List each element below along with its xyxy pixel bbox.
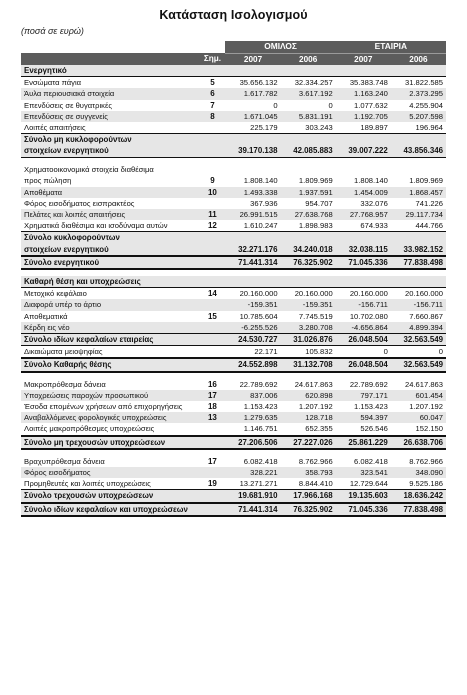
note-cell xyxy=(199,346,225,359)
note-cell xyxy=(199,299,225,310)
spacer-cell xyxy=(225,449,280,456)
spacer-cell xyxy=(21,157,199,164)
value-cell: 33.982.152 xyxy=(391,244,446,256)
value-cell: 32.563.549 xyxy=(391,333,446,345)
line-item-row xyxy=(21,390,446,401)
line-item-row xyxy=(21,467,446,478)
value-cell: 76.325.902 xyxy=(281,256,336,269)
value-cell: 332.076 xyxy=(360,198,388,208)
row-label: Λοιπές μακροπρόθεσμες υποχρεώσεις xyxy=(24,424,155,434)
value-cell: 32.271.176 xyxy=(225,244,280,256)
value-cell: 29.117.734 xyxy=(391,209,446,220)
line-item-row xyxy=(21,187,446,198)
row-label: Αποθέματα xyxy=(21,187,199,198)
spacer-row xyxy=(21,372,446,379)
value-cell: 35.383.748 xyxy=(349,78,388,88)
grand-total-row xyxy=(21,436,446,449)
value-cell: 594.397 xyxy=(336,412,391,423)
blank-cell xyxy=(225,134,280,146)
note-cell: 11 xyxy=(199,209,225,220)
value-cell: 71.441.314 xyxy=(225,503,280,516)
blank-cell xyxy=(281,232,336,244)
value-cell: 1.671.045 xyxy=(225,111,280,122)
note-cell: 13 xyxy=(199,412,225,423)
value-cell: 2.373.295 xyxy=(391,88,446,99)
value-cell: 3.280.708 xyxy=(281,322,336,334)
line-item-row xyxy=(21,288,446,300)
note-cell xyxy=(199,333,225,345)
note-cell: 17 xyxy=(207,456,217,466)
total-row xyxy=(21,232,446,244)
value-cell: -156.711 xyxy=(391,299,446,310)
value-cell: 1.809.969 xyxy=(298,176,333,186)
value-cell: 22.171 xyxy=(254,347,278,357)
row-label: Χρηματικά διαθέσιμα και ισοδύναμα αυτών xyxy=(24,221,168,231)
value-cell: 8.762.966 xyxy=(409,456,443,466)
value-cell: 620.898 xyxy=(281,390,336,401)
line-item-row xyxy=(21,198,446,209)
line-item-row xyxy=(21,322,446,334)
line-item-row xyxy=(21,379,446,390)
value-cell: 1.493.338 xyxy=(225,187,280,198)
value-cell: -4.656.864 xyxy=(336,322,391,334)
value-cell: 31.132.708 xyxy=(281,358,336,371)
value-cell: 34.240.018 xyxy=(281,244,336,256)
value-cell: 31.026.876 xyxy=(281,333,336,345)
value-cell: 12.729.644 xyxy=(349,479,388,489)
value-cell: 27.227.026 xyxy=(281,436,336,449)
line-item-row xyxy=(21,220,446,232)
section-header-row xyxy=(21,276,446,288)
row-label: Έσοδα επομένων χρήσεων από επιχορηγήσεις xyxy=(24,401,183,411)
value-cell: -159.351 xyxy=(225,299,280,310)
value-cell: -156.711 xyxy=(336,299,391,310)
note-cell: 15 xyxy=(207,311,217,321)
row-label: Επενδύσεις σε θυγατρικές xyxy=(24,100,112,110)
spacer-cell xyxy=(281,372,336,379)
value-cell: 18.636.242 xyxy=(391,490,446,503)
year-header: 2007 xyxy=(225,53,280,65)
value-cell: 1.163.240 xyxy=(336,88,391,99)
note-cell xyxy=(199,423,225,435)
row-label: Αναβαλλόμενες φορολογικές υποχρεώσεις xyxy=(21,412,199,423)
note-cell xyxy=(199,244,225,256)
grand-total-row xyxy=(21,358,446,371)
spacer-cell xyxy=(21,269,199,276)
line-item-row xyxy=(21,88,446,99)
value-cell: 4.255.904 xyxy=(409,100,443,110)
note-cell: 6 xyxy=(199,88,225,99)
row-label: Λοιπές απαιτήσεις xyxy=(24,123,86,133)
section-title: Ενεργητικό xyxy=(21,65,446,77)
value-cell: 674.933 xyxy=(360,221,388,231)
note-cell xyxy=(199,436,225,449)
line-item-row xyxy=(21,423,446,435)
value-cell: 25.861.229 xyxy=(336,436,391,449)
row-label: Προμηθευτές και λοιπές υποχρεώσεις xyxy=(24,479,151,489)
value-cell: 225.179 xyxy=(250,123,278,133)
value-cell: 22.789.692 xyxy=(349,379,388,389)
value-cell: 22.789.692 xyxy=(239,379,278,389)
value-cell: 71.045.336 xyxy=(336,503,391,516)
value-cell: 1.898.983 xyxy=(298,221,333,231)
blank-cell xyxy=(336,164,391,175)
value-cell: 1.146.751 xyxy=(243,424,278,434)
subtotal-row xyxy=(21,490,446,503)
value-cell: 71.441.314 xyxy=(225,256,280,269)
value-cell: 1.192.705 xyxy=(336,111,391,122)
row-label: Πελάτες και λοιπές απαιτήσεις xyxy=(21,209,199,220)
value-cell: 1.153.423 xyxy=(354,401,388,411)
value-cell: -6.255.526 xyxy=(225,322,280,334)
value-cell: 27.206.506 xyxy=(225,436,280,449)
line-item-row xyxy=(21,111,446,122)
value-cell: 17.966.168 xyxy=(281,490,336,503)
row-label: Δικαιώματα μειοψηφίας xyxy=(24,347,103,357)
line-item-row xyxy=(21,175,446,186)
grand-total-row xyxy=(21,503,446,516)
value-cell: 797.171 xyxy=(336,390,391,401)
value-cell: 35.656.132 xyxy=(239,78,278,88)
row-label: Φόρος εισοδήματος xyxy=(21,467,199,478)
note-cell: 17 xyxy=(199,390,225,401)
value-cell: 303.243 xyxy=(305,123,333,133)
value-cell: 32.563.549 xyxy=(391,358,446,371)
statement-title: Κατάσταση Ισολογισμού xyxy=(159,8,308,22)
row-label: Σύνολο ενεργητικού xyxy=(21,256,199,269)
spacer-cell xyxy=(391,449,446,456)
line-item-row xyxy=(21,122,446,134)
value-cell: 837.006 xyxy=(225,390,280,401)
blank-cell xyxy=(391,134,446,146)
value-cell: 24.617.863 xyxy=(404,379,443,389)
company-column-header: ΕΤΑΙΡΙΑ xyxy=(336,41,446,53)
spacer-cell xyxy=(21,372,199,379)
value-cell: 24.552.898 xyxy=(225,358,280,371)
value-cell: 652.355 xyxy=(305,424,333,434)
row-label: Μακροπρόθεσμα δάνεια xyxy=(24,379,106,389)
value-cell: 32.038.115 xyxy=(336,244,391,256)
spacer-row xyxy=(21,449,446,456)
value-cell: 8.762.966 xyxy=(298,456,333,466)
value-cell: 26.048.504 xyxy=(336,358,391,371)
row-label: Σύνολο ιδίων κεφαλαίων εταιρείας xyxy=(21,333,199,345)
spacer-cell xyxy=(21,449,199,456)
value-cell: 601.454 xyxy=(391,390,446,401)
value-cell: 358.793 xyxy=(281,467,336,478)
row-label: Επενδύσεις σε συγγενείς xyxy=(21,111,199,122)
value-cell: 6.082.418 xyxy=(243,456,278,466)
currency-note: (ποσά σε ευρώ) xyxy=(21,26,84,36)
row-label: Σύνολο μη κυκλοφορούντων xyxy=(21,134,199,146)
value-cell: 10.785.604 xyxy=(239,311,278,321)
value-cell: 19.135.603 xyxy=(336,490,391,503)
spacer-row xyxy=(21,157,446,164)
blank-cell xyxy=(336,232,391,244)
row-label: Διαφορά υπέρ το άρτιο xyxy=(21,299,199,310)
value-cell: 43.856.346 xyxy=(391,145,446,157)
value-cell: 6.082.418 xyxy=(354,456,388,466)
value-cell: 444.766 xyxy=(415,221,443,231)
spacer-cell xyxy=(199,157,225,164)
line-item-row xyxy=(21,412,446,423)
value-cell: 1.808.140 xyxy=(243,176,278,186)
blank-cell xyxy=(225,232,280,244)
note-cell: 14 xyxy=(207,289,217,299)
value-cell: 10.702.080 xyxy=(349,311,388,321)
line-item-row xyxy=(21,478,446,490)
balance-sheet-table xyxy=(21,41,446,517)
blank-cell xyxy=(281,134,336,146)
group-column-header: ΟΜΙΛΟΣ xyxy=(225,41,335,53)
blank-cell xyxy=(281,164,336,175)
total-row xyxy=(21,145,446,157)
row-label: Κέρδη εις νέο xyxy=(21,322,199,334)
year-header: 2006 xyxy=(281,53,336,65)
spacer-cell xyxy=(225,157,280,164)
value-cell: 71.045.336 xyxy=(336,256,391,269)
note-cell xyxy=(199,122,225,134)
spacer-cell xyxy=(225,269,280,276)
blank-cell xyxy=(391,232,446,244)
value-cell: 954.707 xyxy=(305,198,333,208)
note-cell: 7 xyxy=(210,100,215,110)
blank-cell xyxy=(199,134,225,146)
spacer-cell xyxy=(391,372,446,379)
year-header: 2006 xyxy=(391,53,446,65)
value-cell: 31.822.585 xyxy=(404,78,443,88)
spacer-cell xyxy=(336,372,391,379)
value-cell: 0 xyxy=(273,100,278,110)
value-cell: 1.153.423 xyxy=(243,401,278,411)
row-label: Χρηματοοικονομικά στοιχεία διαθέσιμα xyxy=(24,165,154,175)
value-cell: 1.279.635 xyxy=(225,412,280,423)
note-cell xyxy=(199,198,225,209)
value-cell: 1.617.782 xyxy=(225,88,280,99)
line-item-row xyxy=(21,311,446,322)
blank-cell xyxy=(391,164,446,175)
row-label: Αποθεματικά xyxy=(24,311,68,321)
row-label: Ενσώματα πάγια xyxy=(24,78,82,88)
row-label: Σύνολο κυκλοφορούντων xyxy=(21,232,199,244)
line-item-row xyxy=(21,401,446,412)
row-label: Άυλα περιουσιακά στοιχεία xyxy=(21,88,199,99)
note-cell: 18 xyxy=(207,401,217,411)
subtotal-row xyxy=(21,333,446,345)
header-blank xyxy=(199,41,225,53)
value-cell: 1.868.457 xyxy=(391,187,446,198)
spacer-row xyxy=(21,269,446,276)
value-cell: 77.838.498 xyxy=(391,503,446,516)
value-cell: 189.897 xyxy=(360,123,388,133)
value-cell: 13.271.271 xyxy=(239,479,278,489)
value-cell: 526.546 xyxy=(360,424,388,434)
value-cell: 42.085.883 xyxy=(281,145,336,157)
row-label: Φόρος εισοδήματος εισπρακτέος xyxy=(24,198,135,208)
row-label: στοιχείων ενεργητικού xyxy=(21,244,199,256)
value-cell: 9.525.186 xyxy=(409,479,443,489)
value-cell: 77.838.498 xyxy=(391,256,446,269)
value-cell: 1.207.192 xyxy=(409,401,443,411)
line-item-row xyxy=(21,77,446,89)
value-cell: 348.090 xyxy=(391,467,446,478)
value-cell: 24.617.863 xyxy=(294,379,333,389)
note-cell: 16 xyxy=(207,379,217,389)
line-item-row xyxy=(21,100,446,111)
row-label: Σύνολο μη τρεχουσών υποχρεώσεων xyxy=(21,436,199,449)
total-row xyxy=(21,244,446,256)
note-cell xyxy=(199,503,225,516)
value-cell: 0 xyxy=(438,347,443,357)
row-label: Σύνολο ιδίων κεφαλαίων και υποχρεώσεων xyxy=(21,503,199,516)
value-cell: 1.937.591 xyxy=(281,187,336,198)
line-item-row xyxy=(21,209,446,220)
note-cell: 12 xyxy=(207,221,217,231)
blank-cell xyxy=(199,164,225,175)
value-cell: 26.638.706 xyxy=(391,436,446,449)
spacer-cell xyxy=(391,157,446,164)
value-cell: 19.681.910 xyxy=(225,490,280,503)
row-label: στοιχείων ενεργητικού xyxy=(21,145,199,157)
value-cell: 1.610.247 xyxy=(243,221,278,231)
value-cell: 39.170.138 xyxy=(225,145,280,157)
value-cell: 3.617.192 xyxy=(281,88,336,99)
note-cell xyxy=(199,490,225,503)
value-cell: 5.831.191 xyxy=(281,111,336,122)
value-cell: 105.832 xyxy=(305,347,333,357)
spacer-cell xyxy=(199,372,225,379)
total-row xyxy=(21,134,446,146)
section-header-row xyxy=(21,65,446,77)
value-cell: 5.207.598 xyxy=(391,111,446,122)
spacer-cell xyxy=(281,269,336,276)
column-year-header xyxy=(21,53,446,65)
value-cell: 1.808.140 xyxy=(354,176,388,186)
section-title: Καθαρή θέση και υποχρεώσεις xyxy=(21,276,446,288)
value-cell: 741.226 xyxy=(415,198,443,208)
spacer-cell xyxy=(391,269,446,276)
row-label: Υποχρεώσεις παροχών προσωπικού xyxy=(21,390,199,401)
spacer-cell xyxy=(281,449,336,456)
spacer-cell xyxy=(281,157,336,164)
value-cell: 24.530.727 xyxy=(225,333,280,345)
note-cell: 8 xyxy=(199,111,225,122)
row-label: προς πώληση xyxy=(24,176,72,186)
value-cell: 1.207.192 xyxy=(298,401,333,411)
balance-sheet-body xyxy=(21,65,446,516)
spacer-cell xyxy=(199,449,225,456)
value-cell: 4.899.394 xyxy=(391,322,446,334)
header-label-cell xyxy=(21,53,199,65)
value-cell: 1.809.969 xyxy=(409,176,443,186)
note-cell xyxy=(199,467,225,478)
value-cell: -159.351 xyxy=(281,299,336,310)
value-cell: 20.160.000 xyxy=(349,289,388,299)
line-item-row xyxy=(21,346,446,359)
value-cell: 1.077.632 xyxy=(354,100,388,110)
spacer-cell xyxy=(336,269,391,276)
value-cell: 32.334.257 xyxy=(294,78,333,88)
line-item-row xyxy=(21,299,446,310)
note-cell xyxy=(199,358,225,371)
row-label: Μετοχικό κεφάλαιο xyxy=(24,289,87,299)
value-cell: 20.160.000 xyxy=(294,289,333,299)
value-cell: 128.718 xyxy=(281,412,336,423)
header-blank xyxy=(21,41,199,53)
blank-cell xyxy=(199,232,225,244)
value-cell: 7.660.867 xyxy=(409,311,443,321)
value-cell: 8.844.410 xyxy=(298,479,333,489)
note-column-header: Σημ. xyxy=(199,53,225,65)
value-cell: 1.454.009 xyxy=(336,187,391,198)
value-cell: 76.325.902 xyxy=(281,503,336,516)
row-label: Σύνολο τρεχουσών υποχρεώσεων xyxy=(21,490,199,503)
blank-cell xyxy=(225,164,280,175)
spacer-cell xyxy=(225,372,280,379)
value-cell: 26.991.515 xyxy=(225,209,280,220)
value-cell: 27.768.957 xyxy=(336,209,391,220)
row-label: Βραχυπρόθεσμα δάνεια xyxy=(24,456,105,466)
note-cell xyxy=(199,145,225,157)
year-header: 2007 xyxy=(336,53,391,65)
note-cell xyxy=(199,322,225,334)
line-item-row xyxy=(21,164,446,175)
value-cell: 0 xyxy=(328,100,333,110)
value-cell: 7.745.519 xyxy=(298,311,333,321)
value-cell: 367.936 xyxy=(250,198,278,208)
row-label: Σύνολο Καθαρής θέσης xyxy=(21,358,199,371)
value-cell: 39.007.222 xyxy=(336,145,391,157)
value-cell: 323.541 xyxy=(336,467,391,478)
spacer-cell xyxy=(199,269,225,276)
value-cell: 20.160.000 xyxy=(239,289,278,299)
value-cell: 26.048.504 xyxy=(336,333,391,345)
note-cell: 5 xyxy=(210,78,215,88)
value-cell: 20.160.000 xyxy=(404,289,443,299)
spacer-cell xyxy=(336,157,391,164)
note-cell: 9 xyxy=(210,176,215,186)
value-cell: 0 xyxy=(383,347,388,357)
note-cell xyxy=(199,256,225,269)
value-cell: 27.638.768 xyxy=(281,209,336,220)
value-cell: 328.221 xyxy=(225,467,280,478)
blank-cell xyxy=(336,134,391,146)
grand-total-row xyxy=(21,256,446,269)
value-cell: 60.047 xyxy=(391,412,446,423)
note-cell: 19 xyxy=(207,479,217,489)
note-cell: 10 xyxy=(199,187,225,198)
line-item-row xyxy=(21,456,446,467)
value-cell: 152.150 xyxy=(415,424,443,434)
spacer-cell xyxy=(336,449,391,456)
value-cell: 196.964 xyxy=(415,123,443,133)
column-group-header xyxy=(21,41,446,53)
